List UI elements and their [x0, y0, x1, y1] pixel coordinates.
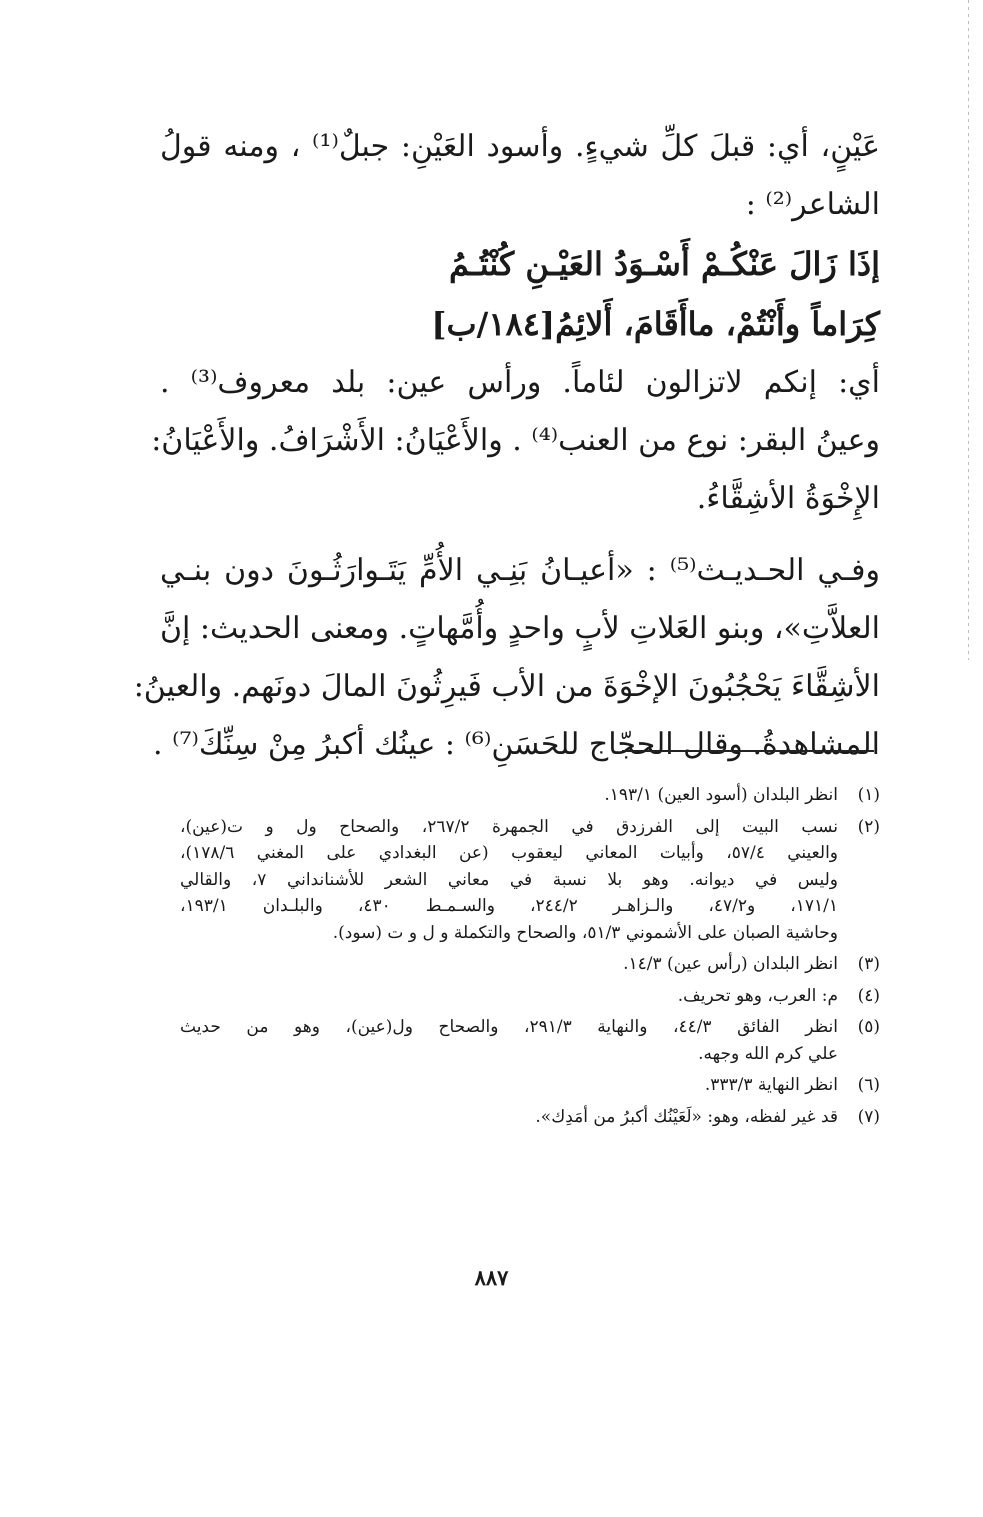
footnote-4 [180, 983, 880, 1010]
footnote-line: وليس في ديوانه. وهو بلا نسبة في معاني الشعر للأشنانداني ٧، والقالي [180, 869, 839, 890]
main-text [133, 118, 880, 774]
verse-line-2: كِرَاماً وأَنْتُمْ، ماأَقَامَ، أَلائِمُ[١٨٤/ب] [431, 305, 880, 343]
text-line: وعينُ البقر: نوع من العنب⁽⁴⁾ . والأَعْيَانُ: الأَشْرَافُ. والأَعْيَانُ: [151, 423, 880, 458]
footnote-2 [180, 814, 880, 947]
footnote-number: (٤) [857, 985, 880, 1006]
footnote-line: انظر الفائق ٤٤/٣، والنهاية ٢٩١/٣، والصحاح ول(عين)، وهو من حديث [180, 1017, 838, 1037]
footnote-number: (٢) [857, 816, 880, 837]
page-number: ٨٨٧ [474, 1265, 509, 1290]
text-line: أي: إنكم لاتزالون لئاماً. ورأس عين: بلد معروف⁽³⁾ . [160, 365, 880, 400]
footnote-number: (٧) [857, 1106, 880, 1127]
text-line: وفـي الحـديـث⁽⁵⁾ : «أعيـانُ بَنِـي الأُمِّ يَتَـوارَثُـونَ دون بنـي [160, 553, 880, 588]
footnote-line: علي كرم الله وجهه. [698, 1043, 838, 1064]
footnote-3 [180, 951, 880, 978]
footnote-line: والعيني ٥٧/٤، وأبيات المعاني ليعقوب (عن البغدادي على المغني ١٧٨/٦)، [180, 843, 838, 863]
text-line: الأشِقَّاءَ يَحْجُبُونَ الإخْوَةَ من الأب فَيرِثُونَ المالَ دونَهم. والعينُ: [133, 669, 880, 704]
footnote-number: (٥) [857, 1017, 880, 1037]
footnote-line: انظر البلدان (رأس عين) ١٤/٣. [623, 954, 838, 974]
footnote-line: وحاشية الصبان على الأشموني ٥١/٣، والصحاح والتكملة و ل و ت (سود). [332, 922, 838, 943]
footnote-1 [180, 782, 880, 809]
footnote-number: (٣) [857, 954, 880, 974]
footnote-line: ١٧١/١، و٤٧/٢، والـزاهـر ٢٤٤/٢، والسـمـط ٤٣٠، والبلـدان ١٩٣/١، [180, 896, 839, 916]
footnote-number: (١) [857, 785, 880, 805]
footnote-line: انظر البلدان (أسود العين) ١٩٣/١. [604, 785, 838, 805]
footnote-line: قد غير لفظه، وهو: «لَعَيْنُك أكبرُ من أمَدِك». [535, 1106, 838, 1127]
footnote-line: م: العرب، وهو تحريف. [677, 985, 838, 1006]
footnote-line: نسب البيت إلى الفرزدق في الجمهرة ٢٦٧/٢، والصحاح ول و ت(عين)، [180, 816, 838, 837]
footnote-6 [180, 1072, 880, 1099]
text-line: الإِخْوَةُ الأشِقَّاءُ. [696, 481, 880, 516]
text-line: العلاَّتِ»، وبنو العَلاتِ لأبٍ واحدٍ وأُمَّهاتٍ. ومعنى الحديث: إنَّ [160, 611, 880, 646]
footnote-number: (٦) [857, 1075, 880, 1095]
text-line: الشاعر⁽²⁾ : [745, 187, 880, 222]
footnote-line: انظر النهاية ٣٣٣/٣. [704, 1075, 838, 1095]
footnote-divider [622, 750, 874, 752]
footnote-7 [180, 1104, 880, 1131]
footnote-5 [180, 1014, 880, 1067]
text-line: عَيْنٍ، أي: قبلَ كلِّ شيءٍ. وأسود العَيْنِ: جبلٌ⁽¹⁾ ، ومنه قولُ [160, 129, 880, 164]
paragraph-gap [160, 528, 880, 542]
verse-line-1: إذَا زَالَ عَنْكُـمْ أَسْـوَدُ العَيْـنِ كُنْتُـمُ [449, 245, 880, 283]
text-line: المشاهدةُ. وقال الحجّاج للحَسَنِ⁽⁶⁾ : عينُك أكبرُ مِنْ سِنِّكَ⁽⁷⁾ . [153, 727, 880, 762]
footnotes [180, 782, 880, 1135]
scan-edge-mark [968, 0, 969, 660]
